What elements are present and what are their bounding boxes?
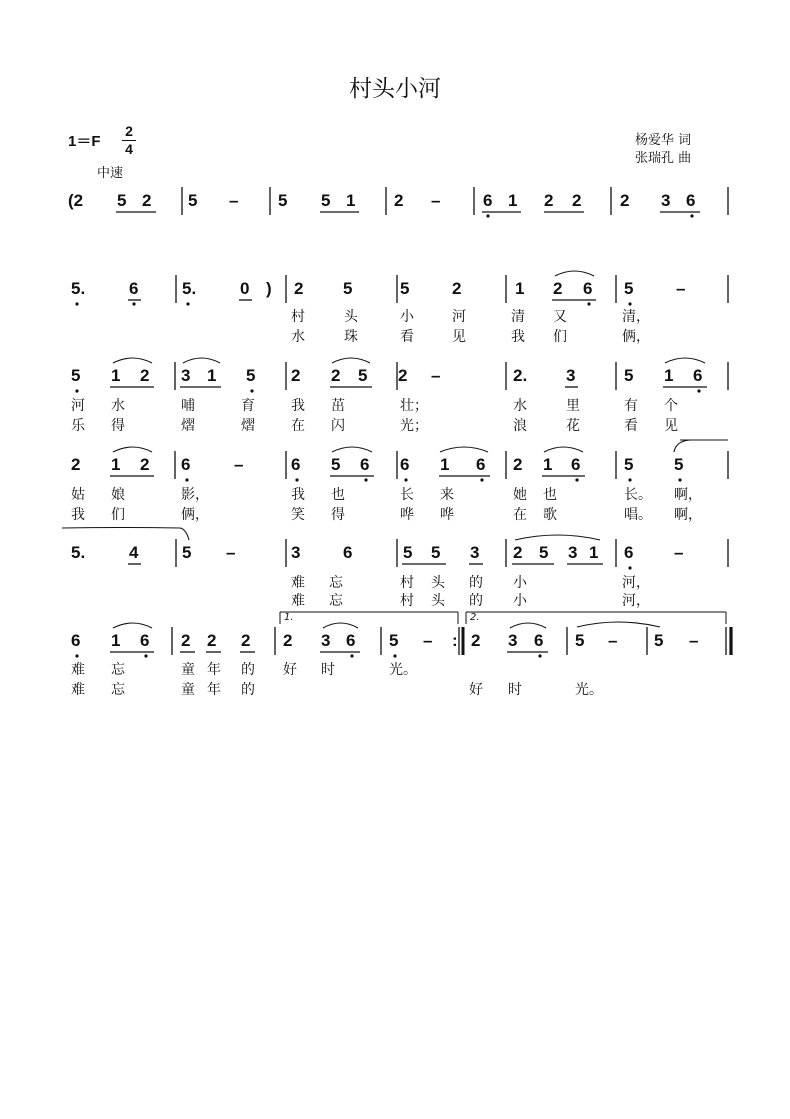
note: 2 (471, 631, 481, 650)
lyric-syllable: 小 (400, 309, 414, 325)
lyric-syllable: 在 (291, 418, 305, 434)
note: 6 (71, 631, 81, 650)
note: 1 (207, 366, 217, 385)
note: 5 (182, 543, 192, 562)
lyric-syllable: 忘 (111, 682, 125, 698)
note: 6 (129, 279, 139, 298)
note: 2 (398, 366, 408, 385)
lyric-syllable: 光。 (575, 682, 603, 698)
lyric-syllable: 的 (241, 662, 255, 678)
note: 5 (321, 191, 331, 210)
note: 3 (321, 631, 331, 650)
lyric-syllable: 水 (111, 398, 125, 414)
lyric-syllable: 姑 (71, 487, 85, 503)
note: – (229, 191, 239, 210)
slur (440, 447, 488, 452)
note: 2 (283, 631, 293, 650)
note: 5 (431, 543, 441, 562)
note: 2 (291, 366, 301, 385)
lyric-syllable: 得 (111, 418, 125, 434)
lyric-syllable: 的 (469, 575, 483, 591)
note: : (452, 631, 458, 650)
note: 2 (572, 191, 582, 210)
slur (544, 447, 583, 452)
lyric-syllable: 我 (291, 398, 305, 414)
note: 2 (142, 191, 152, 210)
note: 5 (358, 366, 368, 385)
lyric-syllable: 里 (566, 398, 580, 414)
note: 2 (140, 455, 150, 474)
lyric-syllable: 也 (543, 487, 557, 503)
lyric-syllable: 闪 (331, 418, 345, 434)
lyric-syllable: 光； (400, 418, 428, 434)
note: – (431, 366, 441, 385)
lyric-syllable: 难 (291, 575, 305, 591)
lyric-syllable: 水 (291, 329, 305, 345)
note: 5 (246, 366, 256, 385)
lyric-syllable: 河， (622, 575, 650, 591)
lyric-syllable: 茁 (331, 398, 345, 414)
key-signature: 1＝F (68, 133, 101, 150)
note: 2 (294, 279, 304, 298)
note: – (689, 631, 699, 650)
octave-dot (628, 566, 631, 569)
lyric-syllable: 光。 (389, 662, 417, 678)
time-denominator: 4 (125, 141, 133, 157)
lyric-syllable: 童 (181, 682, 195, 698)
lyric-syllable: 小 (513, 593, 527, 609)
note: 5. (182, 279, 197, 298)
lyric-syllable: 俩， (622, 329, 650, 345)
slur (510, 623, 546, 628)
lyric-syllable: 们 (553, 329, 567, 345)
octave-dot (538, 654, 541, 657)
lyric-syllable: 河， (622, 593, 650, 609)
note: 5 (400, 279, 410, 298)
slur (183, 358, 220, 363)
lyric-syllable: 时 (321, 662, 335, 678)
lyric-syllable: 熠 (241, 418, 255, 434)
note: 5 (654, 631, 664, 650)
note: 2 (140, 366, 150, 385)
lyric-syllable: 有 (624, 398, 638, 414)
note: 6 (483, 191, 493, 210)
lyric-syllable: 年 (207, 682, 221, 698)
note: 5 (403, 543, 413, 562)
lyric-syllable: 浪 (513, 418, 527, 434)
note: 2 (620, 191, 630, 210)
note: 5 (575, 631, 585, 650)
lyric-syllable: 清 (511, 309, 525, 325)
note: 6 (360, 455, 370, 474)
lyric-syllable: 来 (440, 487, 454, 503)
slur (323, 623, 358, 628)
lyric-syllable: 们 (111, 507, 125, 523)
note: 2 (181, 631, 191, 650)
note: 3 (568, 543, 578, 562)
octave-dot (75, 302, 78, 305)
octave-dot (75, 389, 78, 392)
lyric-syllable: 小 (513, 575, 527, 591)
note: – (234, 455, 244, 474)
lyric-syllable: 又 (553, 309, 567, 325)
lyric-syllable: 村 (400, 575, 414, 591)
octave-dot (480, 478, 483, 481)
octave-dot (486, 214, 489, 217)
note: 3 (566, 366, 576, 385)
note: 5 (389, 631, 399, 650)
note: – (431, 191, 441, 210)
note: 2. (513, 366, 528, 385)
lyric-syllable: 啊， (674, 507, 702, 523)
note: 2 (241, 631, 251, 650)
lyric-syllable: 头 (344, 309, 358, 325)
lyric-syllable: 熠 (181, 418, 195, 434)
lyric-syllable: 乐 (71, 418, 85, 434)
lyric-syllable: 忘 (111, 662, 125, 678)
lyric-syllable: 水 (513, 398, 527, 414)
note: 6 (686, 191, 696, 210)
volta-first-label: 1. (284, 612, 294, 623)
note: – (226, 543, 236, 562)
note: 6 (346, 631, 356, 650)
slur (332, 447, 372, 452)
lyric-syllable: 俩， (181, 507, 209, 523)
lyric-syllable: 我 (71, 507, 85, 523)
lyric-syllable: 个 (664, 398, 678, 414)
note: 1 (111, 455, 121, 474)
lyric-syllable: 河 (71, 398, 85, 414)
slur (113, 358, 152, 363)
lyric-syllable: 珠 (344, 329, 358, 345)
lyric-syllable: 我 (291, 487, 305, 503)
note: 0 (240, 279, 250, 298)
note: 6 (400, 455, 410, 474)
note: – (423, 631, 433, 650)
octave-dot (364, 478, 367, 481)
lyric-syllable: 好 (283, 662, 297, 678)
note: 6 (343, 543, 353, 562)
note: 5 (624, 366, 634, 385)
lyric-syllable: 童 (181, 662, 195, 678)
note: 2 (513, 543, 523, 562)
lyric-syllable: 我 (511, 329, 525, 345)
note: 5 (624, 279, 634, 298)
note: 6 (476, 455, 486, 474)
tie (62, 528, 189, 541)
note: 3 (470, 543, 480, 562)
note: 6 (583, 279, 593, 298)
note: 2 (513, 455, 523, 474)
note: 3 (181, 366, 191, 385)
note: 1 (515, 279, 525, 298)
octave-dot (404, 478, 407, 481)
page-title: 村头小河 (349, 76, 441, 102)
lyric-syllable: 哗 (440, 507, 454, 523)
lyric-syllable: 得 (331, 507, 345, 523)
lyric-syllable: 看 (400, 329, 414, 345)
lyric-syllable: 村 (400, 593, 414, 609)
lyric-syllable: 忘 (329, 593, 343, 609)
note: 3 (508, 631, 518, 650)
lyric-syllable: 见 (452, 329, 466, 345)
octave-dot (132, 302, 135, 305)
lyric-syllable: 的 (241, 682, 255, 698)
slur (113, 447, 152, 452)
note: 6 (291, 455, 301, 474)
note: 1 (589, 543, 599, 562)
octave-dot (690, 214, 693, 217)
note: 6 (534, 631, 544, 650)
octave-dot (295, 478, 298, 481)
note: 1 (346, 191, 356, 210)
lyric-syllable: 看 (624, 418, 638, 434)
octave-dot (697, 389, 700, 392)
lyric-syllable: 壮； (400, 398, 428, 414)
note: 6 (181, 455, 191, 474)
lyric-syllable: 清， (622, 309, 650, 325)
composer-credit: 张瑞孔 曲 (635, 151, 692, 166)
note: 5 (674, 455, 684, 474)
tempo-marking: 中速 (97, 166, 124, 181)
octave-dot (587, 302, 590, 305)
note: 3 (291, 543, 301, 562)
note: 6 (624, 543, 634, 562)
lyric-syllable: 难 (71, 662, 85, 678)
note: 5 (624, 455, 634, 474)
lyric-syllable: 哗 (400, 507, 414, 523)
octave-dot (628, 478, 631, 481)
note: 6 (693, 366, 703, 385)
slur (665, 358, 705, 363)
note: 2 (207, 631, 217, 650)
note: 1 (440, 455, 450, 474)
note: 2 (452, 279, 462, 298)
note: 4 (129, 543, 139, 562)
note: – (676, 279, 686, 298)
lyric-syllable: 她 (513, 487, 527, 503)
note: – (674, 543, 684, 562)
lyric-syllable: 哺 (181, 398, 195, 414)
note: 2 (553, 279, 563, 298)
volta-second-label: 2. (470, 612, 480, 623)
note: 6 (140, 631, 150, 650)
note: ) (266, 279, 272, 298)
lyric-syllable: 的 (469, 593, 483, 609)
note: (2 (68, 191, 84, 210)
octave-dot (250, 389, 253, 392)
slur (555, 271, 594, 276)
note: 5 (117, 191, 127, 210)
lyric-syllable: 啊， (674, 487, 702, 503)
note: 2 (71, 455, 81, 474)
lyric-syllable: 头 (431, 575, 445, 591)
note: 5. (71, 543, 86, 562)
note: 5 (343, 279, 353, 298)
lyric-syllable: 也 (331, 487, 345, 503)
octave-dot (75, 654, 78, 657)
note: 5 (71, 366, 81, 385)
lyric-syllable: 难 (71, 682, 85, 698)
note: 5. (71, 279, 86, 298)
octave-dot (144, 654, 147, 657)
lyric-syllable: 难 (291, 593, 305, 609)
note: 2 (544, 191, 554, 210)
note: 5 (278, 191, 288, 210)
lyric-syllable: 影， (181, 487, 209, 503)
note: – (608, 631, 618, 650)
note: 1 (664, 366, 674, 385)
lyric-syllable: 笑 (291, 507, 305, 523)
lyric-syllable: 时 (508, 682, 522, 698)
lyric-syllable: 长。 (624, 487, 652, 503)
lyric-syllable: 歌 (543, 507, 557, 523)
octave-dot (185, 478, 188, 481)
octave-dot (186, 302, 189, 305)
lyric-syllable: 河 (452, 309, 466, 325)
slur (332, 358, 370, 363)
octave-dot (350, 654, 353, 657)
lyric-syllable: 在 (513, 507, 527, 523)
note: 1 (111, 366, 121, 385)
tie (674, 440, 690, 452)
note: 5 (188, 191, 198, 210)
note: 2 (394, 191, 404, 210)
note: 1 (508, 191, 518, 210)
lyric-syllable: 见 (664, 418, 678, 434)
slur (577, 622, 660, 627)
note: 1 (111, 631, 121, 650)
note: 6 (571, 455, 581, 474)
lyric-syllable: 花 (566, 418, 580, 434)
lyric-syllable: 村 (291, 309, 305, 325)
lyricist-credit: 杨爱华 词 (635, 133, 692, 148)
lyric-syllable: 长 (400, 487, 414, 503)
octave-dot (678, 478, 681, 481)
octave-dot (628, 302, 631, 305)
octave-dot (575, 478, 578, 481)
time-numerator: 2 (125, 123, 133, 139)
slur (515, 535, 600, 540)
note: 5 (539, 543, 549, 562)
lyric-syllable: 头 (431, 593, 445, 609)
lyric-syllable: 育 (241, 398, 255, 414)
note: 1 (543, 455, 553, 474)
slur (113, 623, 152, 628)
note: 5 (331, 455, 341, 474)
octave-dot (393, 654, 396, 657)
note: 2 (331, 366, 341, 385)
lyric-syllable: 好 (469, 682, 483, 698)
lyric-syllable: 年 (207, 662, 221, 678)
lyric-syllable: 娘 (111, 487, 125, 503)
lyric-syllable: 忘 (329, 575, 343, 591)
note: 3 (661, 191, 671, 210)
lyric-syllable: 唱。 (624, 507, 652, 523)
